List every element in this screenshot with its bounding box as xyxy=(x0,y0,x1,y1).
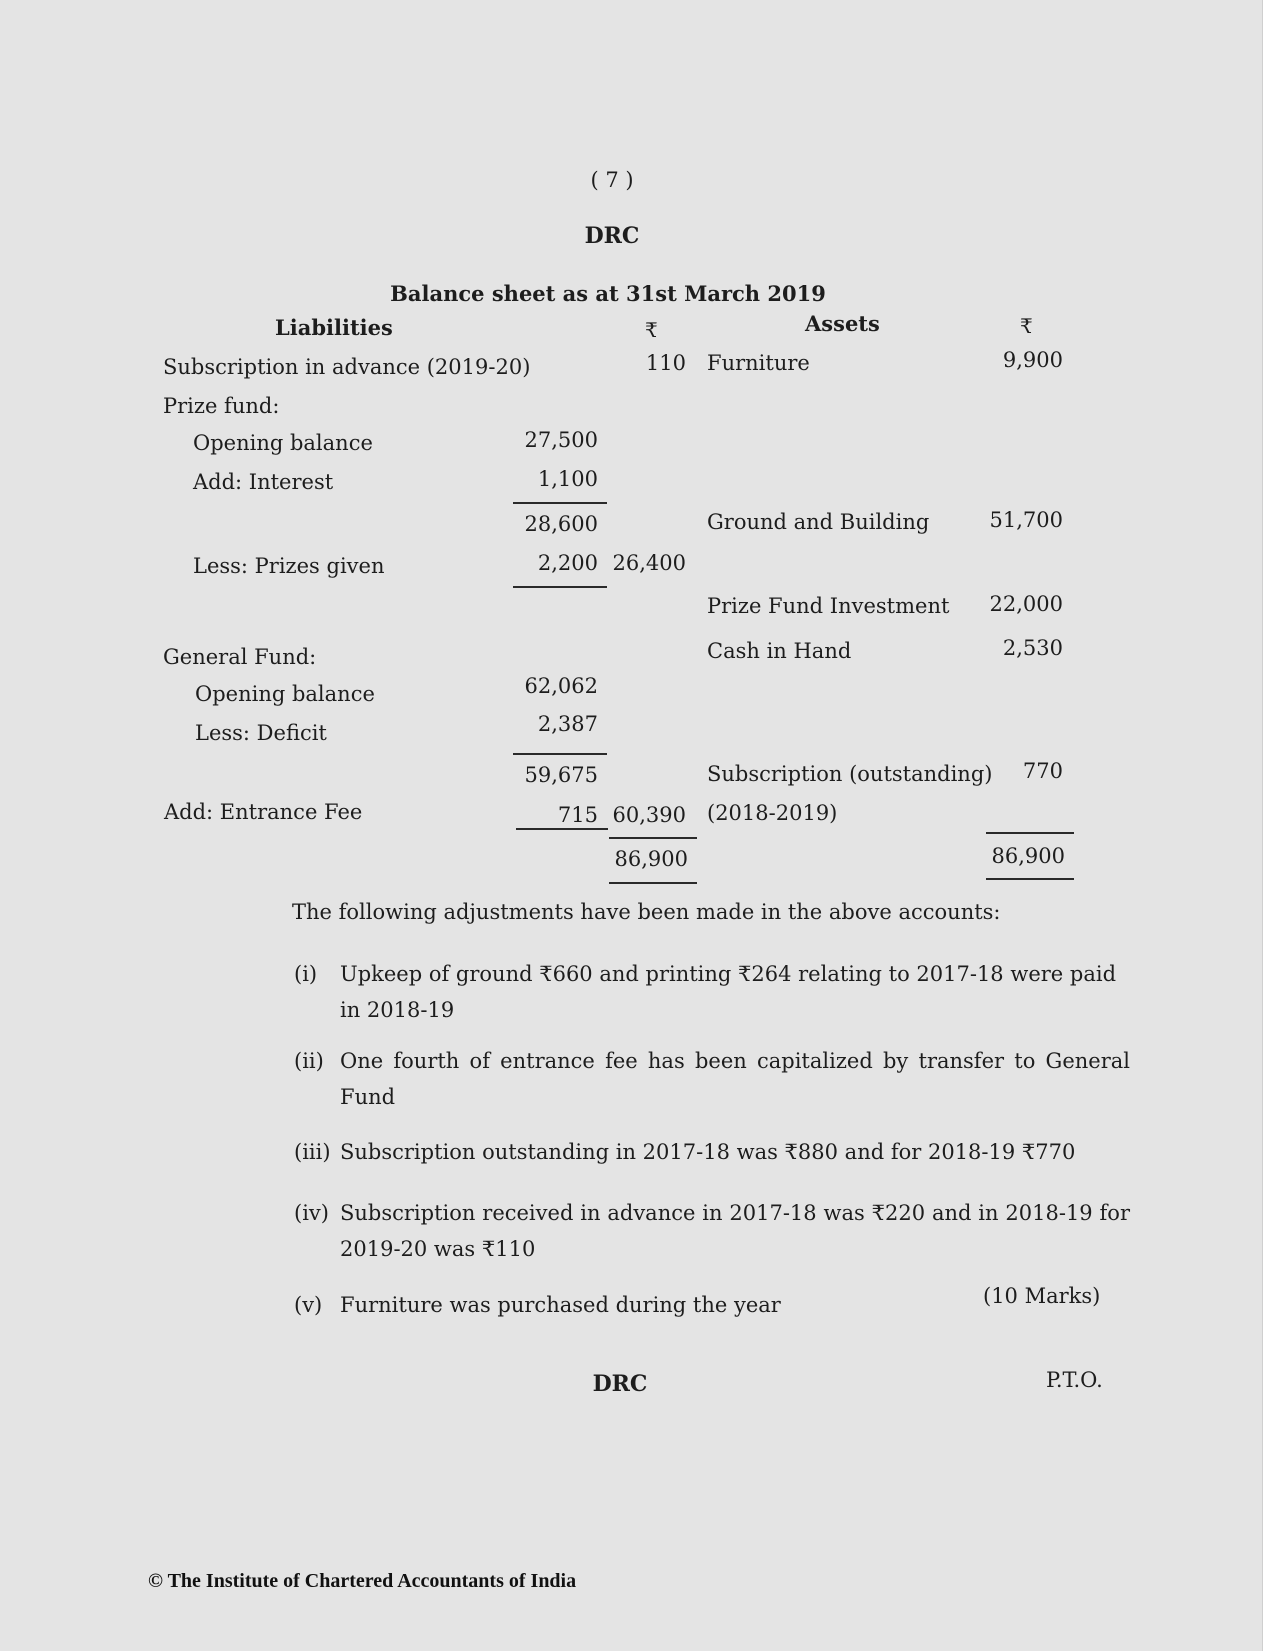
subscription-advance-label: Subscription in advance (2019-20) xyxy=(163,355,531,379)
less-deficit-amount: 2,387 xyxy=(537,712,598,736)
rule-gf-subtotal xyxy=(513,753,607,755)
adjustment-marker: (v) xyxy=(294,1293,323,1317)
copyright-notice: © The Institute of Chartered Accountants of India xyxy=(148,1570,577,1592)
rule-assets-total-bottom xyxy=(986,878,1074,880)
assets-heading: Assets xyxy=(805,311,880,336)
prize-fund-investment-label: Prize Fund Investment xyxy=(707,594,950,618)
rule-liabilities-total-bottom xyxy=(609,882,697,884)
subscription-outstanding-amount: 770 xyxy=(1022,759,1063,783)
rule-entrance-fee xyxy=(516,828,608,830)
prize-fund-investment-amount: 22,000 xyxy=(989,592,1063,616)
add-entrance-fee-label: Add: Entrance Fee xyxy=(164,800,363,824)
assets-currency: ₹ xyxy=(1020,314,1033,338)
liabilities-currency: ₹ xyxy=(645,318,658,342)
prize-opening-balance-label: Opening balance xyxy=(193,431,373,455)
adjustment-marker: (iii) xyxy=(294,1140,331,1164)
pto-label: P.T.O. xyxy=(1046,1368,1103,1392)
footer-paper-code: DRC xyxy=(592,1371,648,1397)
adjustment-text: One fourth of entrance fee has been capitalized by transfer to General Fund xyxy=(340,1049,1130,1109)
gf-opening-balance-amount: 62,062 xyxy=(524,674,598,698)
ground-building-label: Ground and Building xyxy=(707,510,930,534)
rule-prize-subtotal xyxy=(513,502,607,504)
subscription-outstanding-year: (2018-2019) xyxy=(707,801,838,825)
paper-code: DRC xyxy=(584,223,640,249)
balance-sheet-title: Balance sheet as at 31st March 2019 xyxy=(390,281,826,306)
adjustment-text: Upkeep of ground ₹660 and printing ₹264 relating to 2017-18 were paid in 2018-19 xyxy=(340,962,1117,1022)
page-number: ( 7 ) xyxy=(590,168,634,192)
cash-in-hand-amount: 2,530 xyxy=(1002,636,1063,660)
general-fund-label: General Fund: xyxy=(163,645,317,669)
gf-subtotal-amount: 59,675 xyxy=(524,763,598,787)
liabilities-grand-total: 86,900 xyxy=(614,847,688,871)
gf-opening-balance-label: Opening balance xyxy=(195,682,375,706)
rule-prize-total xyxy=(513,586,607,588)
furniture-label: Furniture xyxy=(707,351,810,375)
assets-grand-total: 86,900 xyxy=(991,844,1065,868)
prize-opening-balance-amount: 27,500 xyxy=(524,428,598,452)
ground-building-amount: 51,700 xyxy=(989,508,1063,532)
cash-in-hand-label: Cash in Hand xyxy=(707,639,852,663)
add-interest-label: Add: Interest xyxy=(193,470,334,494)
adjustment-item xyxy=(294,1043,1130,1115)
rule-liabilities-total-top xyxy=(609,837,697,839)
less-prizes-amount: 2,200 xyxy=(537,551,598,575)
adjustment-marker: (iv) xyxy=(294,1201,329,1225)
add-entrance-fee-amount: 715 xyxy=(557,803,598,827)
rule-assets-total-top xyxy=(986,832,1074,834)
general-fund-total: 60,390 xyxy=(612,803,686,827)
less-prizes-label: Less: Prizes given xyxy=(193,554,385,578)
adjustment-text: Subscription outstanding in 2017-18 was ₹880 and for 2018-19 ₹770 xyxy=(340,1140,1076,1164)
prize-fund-total: 26,400 xyxy=(612,551,686,575)
adjustment-text: Furniture was purchased during the year xyxy=(340,1293,781,1317)
less-deficit-label: Less: Deficit xyxy=(195,721,327,745)
liabilities-heading: Liabilities xyxy=(275,315,393,340)
adjustment-text: Subscription received in advance in 2017-18 was ₹220 and in 2018-19 for 2019-20 was ₹110 xyxy=(340,1201,1130,1261)
subscription-outstanding-label: Subscription (outstanding) xyxy=(707,762,993,786)
adjustment-marker: (i) xyxy=(294,962,318,986)
adjustment-item xyxy=(294,1195,1130,1267)
prize-fund-label: Prize fund: xyxy=(163,394,280,418)
add-interest-amount: 1,100 xyxy=(537,467,598,491)
adjustment-marker: (ii) xyxy=(294,1049,324,1073)
prize-subtotal-amount: 28,600 xyxy=(524,512,598,536)
subscription-advance-amount: 110 xyxy=(645,351,686,375)
adjustments-intro: The following adjustments have been made in the above accounts: xyxy=(292,900,1001,924)
marks-label: (10 Marks) xyxy=(983,1284,1101,1308)
adjustment-item xyxy=(294,1134,1124,1170)
furniture-amount: 9,900 xyxy=(1002,348,1063,372)
adjustment-item xyxy=(294,956,1124,1028)
